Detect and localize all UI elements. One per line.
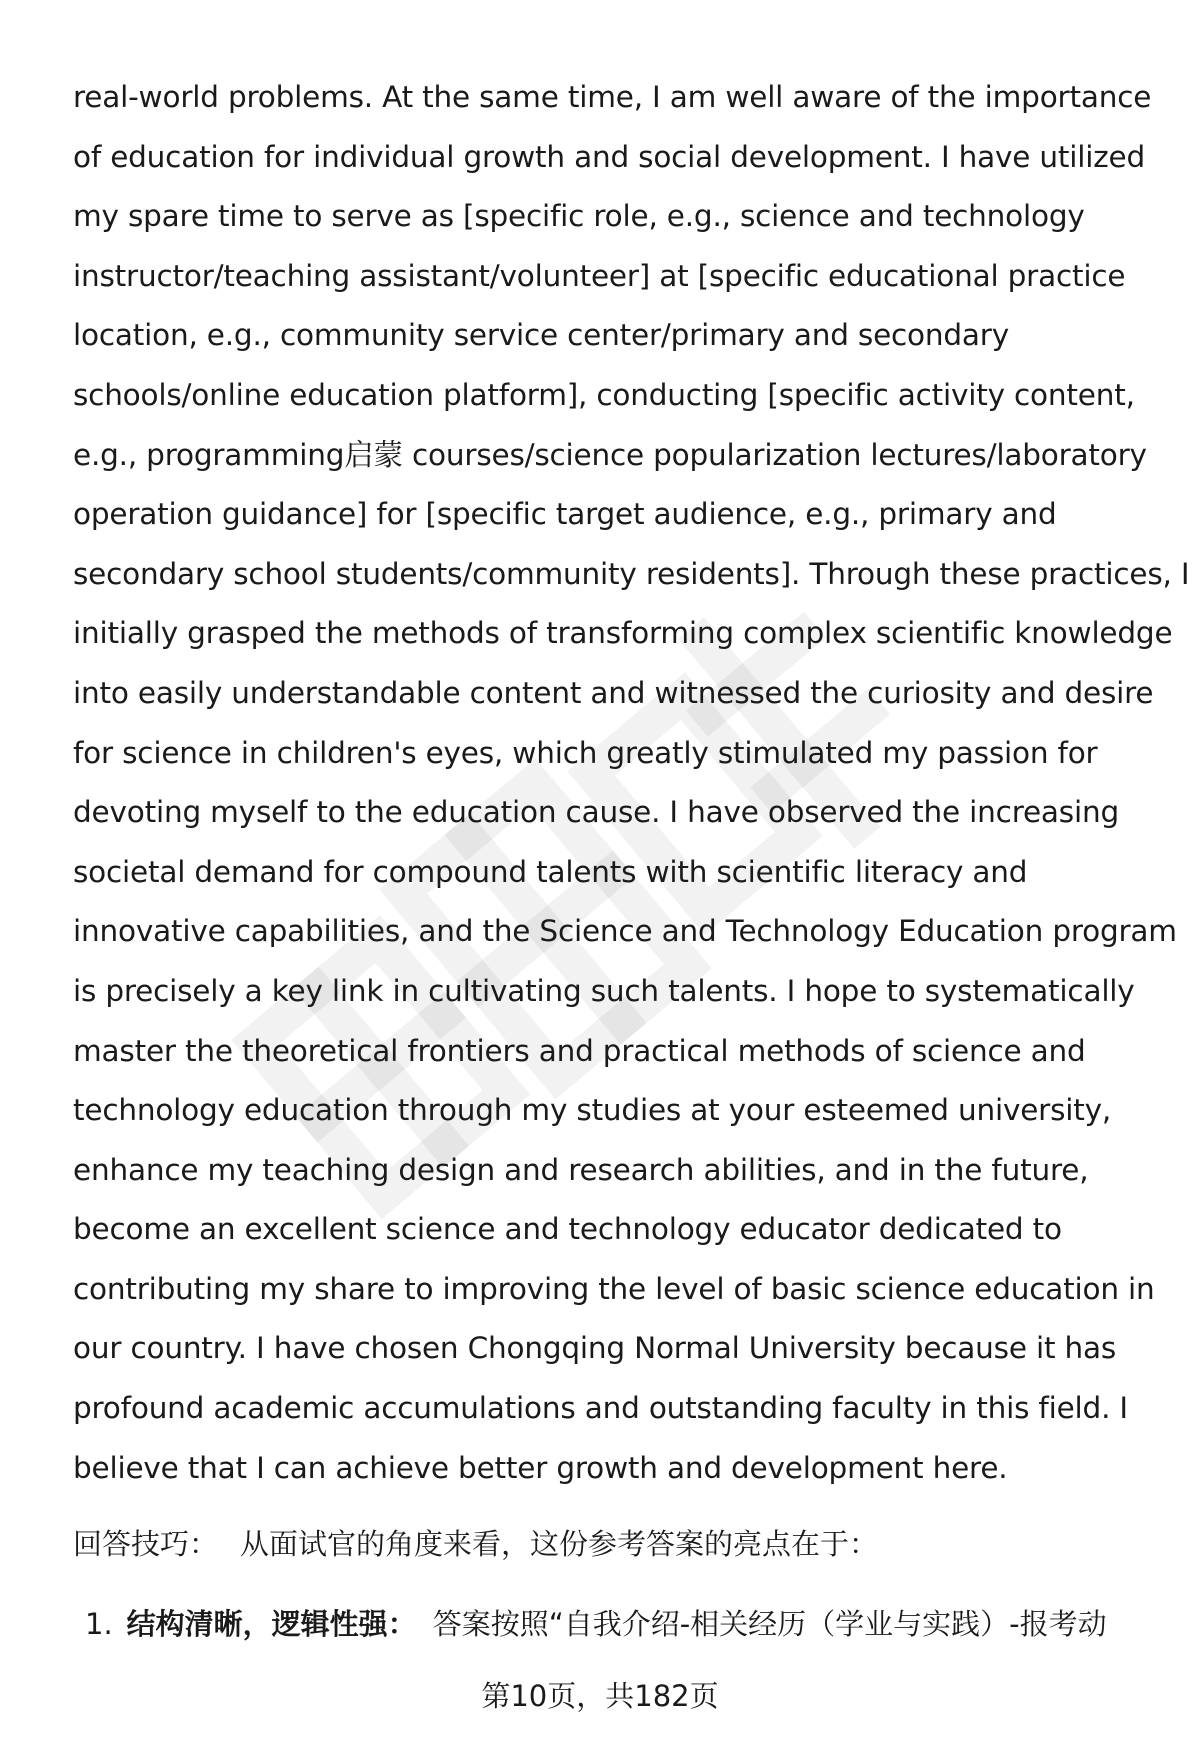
paragraph-line: technology education through my studies at your esteemed university, xyxy=(73,1093,1112,1128)
paragraph-line: operation guidance] for [specific target audience, e.g., primary and xyxy=(73,497,1057,532)
paragraph-line: into easily understandable content and witnessed the curiosity and desire xyxy=(73,675,1154,710)
paragraph-line: innovative capabilities, and the Science and Technology Education program xyxy=(73,914,1177,949)
list-item-title: 结构清晰，逻辑性强： xyxy=(126,1607,417,1641)
paragraph-line: our country. I have chosen Chongqing Normal University because it has xyxy=(73,1331,1117,1366)
paragraph-line: for science in children's eyes, which greatly stimulated my passion for xyxy=(73,735,1098,770)
paragraph-line: instructor/teaching assistant/volunteer] at [specific educational practice xyxy=(73,258,1126,293)
tips-label: 回答技巧： xyxy=(73,1527,219,1561)
paragraph-line: become an excellent science and technology educator dedicated to xyxy=(73,1212,1062,1247)
paragraph-line: e.g., programming启蒙 courses/science popularization lectures/laboratory xyxy=(73,437,1147,472)
paragraph-line: believe that I can achieve better growth and development here. xyxy=(73,1450,1008,1485)
list-item-text: 答案按照“自我介绍-相关经历（学业与实践）-报考动 xyxy=(432,1607,1107,1641)
list-item xyxy=(85,1604,1107,1644)
answer-tips xyxy=(73,1524,878,1564)
essay-paragraph xyxy=(73,68,1190,1498)
paragraph-line: is precisely a key link in cultivating such talents. I hope to systematically xyxy=(73,973,1135,1008)
paragraph-line: of education for individual growth and social development. I have utilized xyxy=(73,139,1146,174)
page-footer: 第10页，共182页 xyxy=(481,1679,719,1713)
list-item-number: 1. xyxy=(85,1607,113,1641)
paragraph-line: enhance my teaching design and research abilities, and in the future, xyxy=(73,1152,1089,1187)
paragraph-line: secondary school students/community residents]. Through these practices, I xyxy=(73,556,1190,591)
paragraph-line: schools/online education platform], conducting [specific activity content, xyxy=(73,377,1135,412)
paragraph-line: contributing my share to improving the level of basic science education in xyxy=(73,1271,1155,1306)
paragraph-line: location, e.g., community service center/primary and secondary xyxy=(73,318,1009,353)
paragraph-line: profound academic accumulations and outstanding faculty in this field. I xyxy=(73,1391,1128,1426)
paragraph-line: my spare time to serve as [specific role, e.g., science and technology xyxy=(73,199,1085,234)
paragraph-line: real-world problems. At the same time, I am well aware of the importance xyxy=(73,80,1152,114)
paragraph-line: initially grasped the methods of transforming complex scientific knowledge xyxy=(73,616,1173,651)
paragraph-line: devoting myself to the education cause. I have observed the increasing xyxy=(73,795,1119,830)
tips-text: 从面试官的角度来看，这份参考答案的亮点在于： xyxy=(240,1527,879,1561)
paragraph-line: master the theoretical frontiers and practical methods of science and xyxy=(73,1033,1086,1068)
paragraph-line: societal demand for compound talents with scientific literacy and xyxy=(73,854,1028,889)
